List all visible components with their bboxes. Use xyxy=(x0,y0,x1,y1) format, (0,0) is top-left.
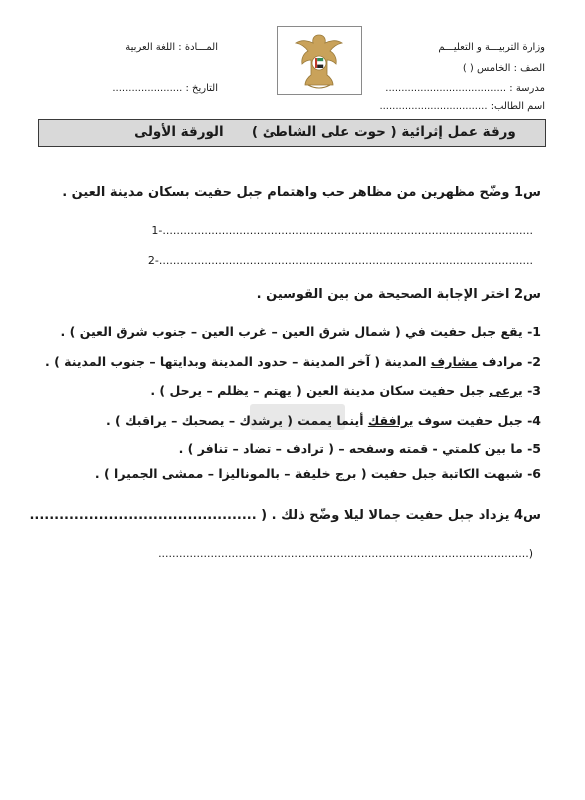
answer-line-q4[interactable]: ..........................................................................................................) xyxy=(158,547,533,560)
choice-item-6 xyxy=(95,466,541,481)
answer-line-2[interactable]: 2-........................................................................................................... xyxy=(147,254,533,267)
underlined-word: مشارف xyxy=(430,354,478,369)
choice-item-text-end: جبل حفيت سكان مدينة العين ( يهتم – يظلم – يرحل ) . xyxy=(150,383,490,398)
uae-emblem xyxy=(277,26,362,95)
choice-item-2 xyxy=(45,354,541,369)
worksheet-title-bar xyxy=(38,119,546,147)
school-field: مدرسة : ...................................... xyxy=(385,83,545,94)
choice-item-text: 2- مرادف xyxy=(477,354,541,369)
choice-item-4 xyxy=(106,413,541,428)
subject-field: المـــادة : اللغة العربية xyxy=(125,42,218,53)
worksheet-title-main: ورقة عمل إثرائية ( حوت على الشاطئ ) xyxy=(251,124,516,140)
worksheet-title xyxy=(105,124,545,140)
question-1-prompt: س1 وضّح مظهرين من مظاهر حب واهتمام جبل حفيت بسكان مدينة العين . xyxy=(62,185,541,200)
question-2-prompt: س2 اختر الإجابة الصحيحة من بين القوسين . xyxy=(256,287,541,302)
choice-item-5 xyxy=(179,441,541,456)
sheet-number: الورقة الأولى xyxy=(134,124,224,140)
grade-field: الصف : الخامس ( ) xyxy=(462,63,545,74)
underlined-word: يرعى xyxy=(489,383,523,398)
choice-item-text: 6- شبهت الكاتبة جبل حفيت ( برج خليفة – بالموناليزا – ممشى الجميرا ) . xyxy=(94,466,541,481)
ministry-name: وزارة التربيـــة و التعليـــم xyxy=(438,42,545,53)
student-name-field: اسم الطالب: .................................. xyxy=(379,101,545,112)
question-4-prompt: س4 يزداد جبل حفيت جمالا ليلا وضّح ذلك . ( .............................................. xyxy=(29,508,541,523)
choice-item-text: 3- xyxy=(522,383,541,398)
answer-line-1[interactable]: 1-.......................................................................................................... xyxy=(151,224,533,237)
date-field: التاريخ : ...................... xyxy=(112,83,218,94)
choice-item-1 xyxy=(61,324,541,339)
choice-item-text-end: أينما يممت ( يرشدك – يصحبك – يراقبك ) . xyxy=(105,413,368,428)
choice-item-text: 5- ما بين كلمتي - قمته وسفحه – ( ترادف – تضاد – تنافر ) . xyxy=(178,441,541,456)
choice-item-text-end: المدينة ( آخر المدينة – حدود المدينة وبدايتها – جنوب المدينة ) . xyxy=(45,354,431,369)
falcon-emblem-icon xyxy=(278,27,361,94)
choice-item-3 xyxy=(150,383,541,398)
choice-item-text: 1- يقع جبل حفيت في ( شمال شرق العين – غرب العين – جنوب شرق العين ) . xyxy=(60,324,541,339)
choice-item-text: 4- جبل حفيت سوف xyxy=(413,413,541,428)
underlined-word: يرافقك xyxy=(367,413,414,428)
